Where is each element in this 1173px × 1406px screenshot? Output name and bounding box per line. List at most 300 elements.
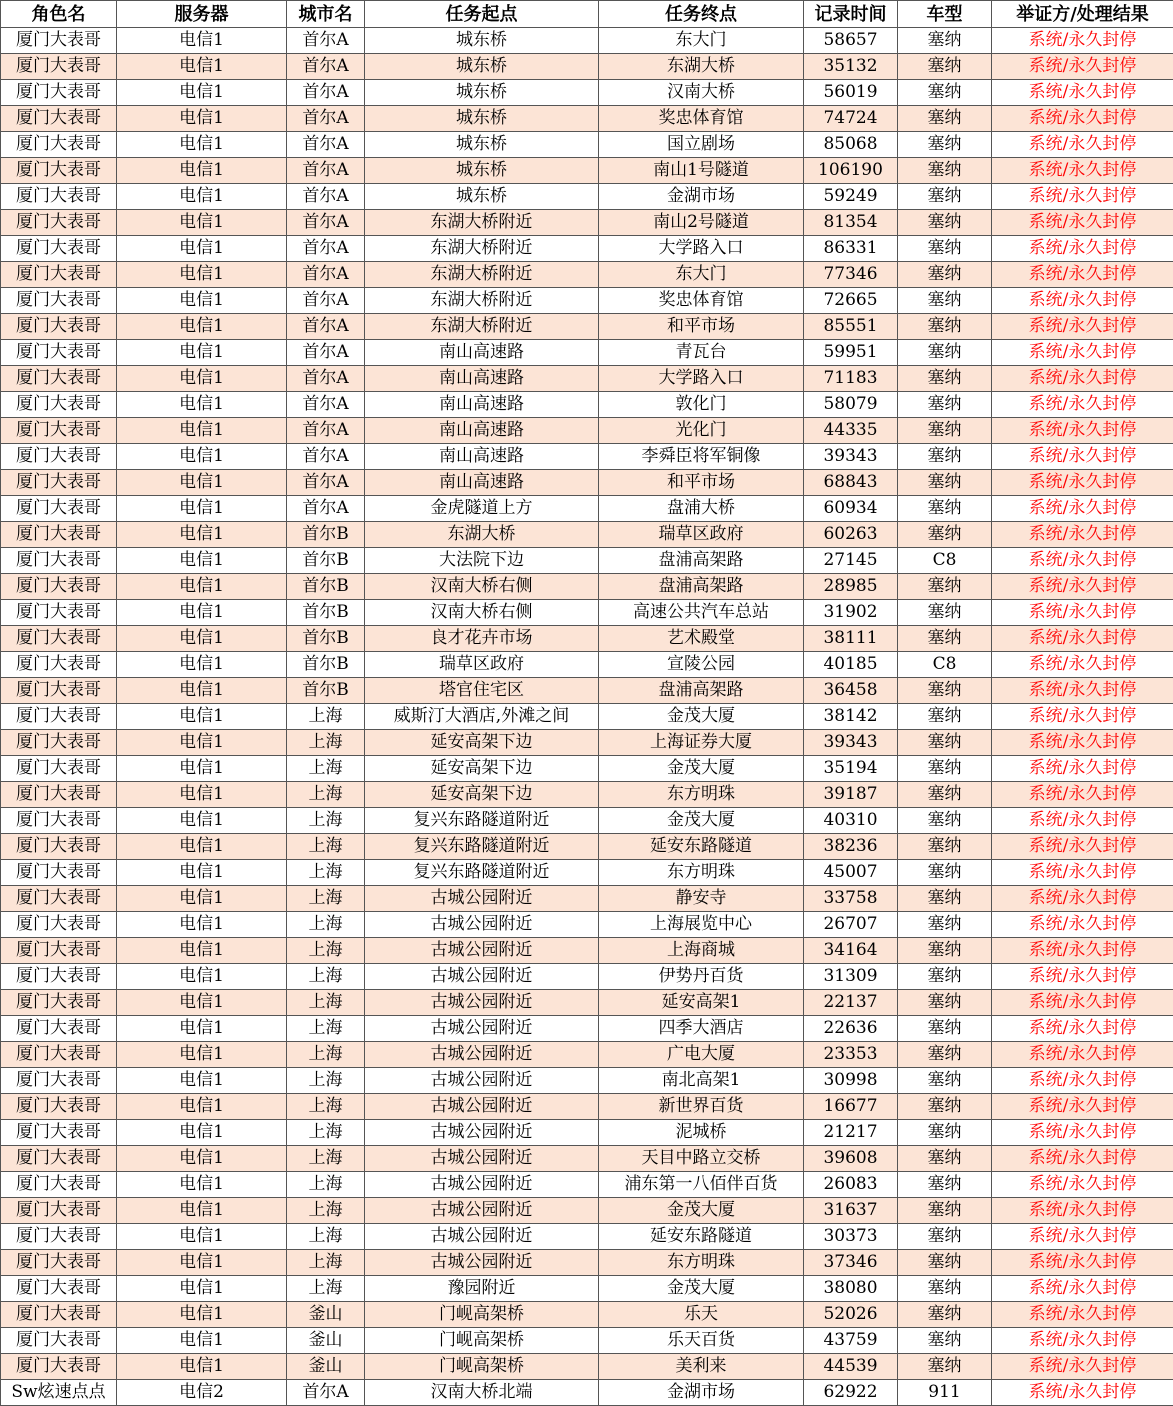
start-cell[interactable]: 汉南大桥北端 (365, 1380, 599, 1406)
result-cell[interactable]: 系统/永久封停 (992, 496, 1173, 522)
end-cell[interactable]: 东方明珠 (599, 860, 804, 886)
end-cell[interactable]: 盘浦大桥 (599, 496, 804, 522)
start-cell[interactable]: 复兴东路隧道附近 (365, 808, 599, 834)
city-cell[interactable]: 首尔B (287, 626, 365, 652)
time-cell[interactable]: 35194 (804, 756, 898, 782)
result-cell[interactable]: 系统/永久封停 (992, 1068, 1173, 1094)
result-cell[interactable]: 系统/永久封停 (992, 236, 1173, 262)
car-cell[interactable]: 塞纳 (898, 1328, 992, 1354)
role-cell[interactable]: 厦门大表哥 (1, 886, 117, 912)
end-cell[interactable]: 奖忠体育馆 (599, 106, 804, 132)
car-cell[interactable]: 塞纳 (898, 756, 992, 782)
result-cell[interactable]: 系统/永久封停 (992, 184, 1173, 210)
result-cell[interactable]: 系统/永久封停 (992, 1328, 1173, 1354)
result-cell[interactable]: 系统/永久封停 (992, 470, 1173, 496)
role-cell[interactable]: 厦门大表哥 (1, 938, 117, 964)
time-cell[interactable]: 31902 (804, 600, 898, 626)
time-cell[interactable]: 59951 (804, 340, 898, 366)
result-cell[interactable]: 系统/永久封停 (992, 106, 1173, 132)
car-cell[interactable]: 塞纳 (898, 600, 992, 626)
result-cell[interactable]: 系统/永久封停 (992, 210, 1173, 236)
start-cell[interactable]: 塔官住宅区 (365, 678, 599, 704)
role-cell[interactable]: 厦门大表哥 (1, 1328, 117, 1354)
server-cell[interactable]: 电信1 (117, 782, 287, 808)
result-cell[interactable]: 系统/永久封停 (992, 340, 1173, 366)
server-cell[interactable]: 电信1 (117, 704, 287, 730)
result-cell[interactable]: 系统/永久封停 (992, 834, 1173, 860)
time-cell[interactable]: 33758 (804, 886, 898, 912)
end-cell[interactable]: 上海证券大厦 (599, 730, 804, 756)
server-cell[interactable]: 电信1 (117, 54, 287, 80)
car-cell[interactable]: 塞纳 (898, 1172, 992, 1198)
time-cell[interactable]: 71183 (804, 366, 898, 392)
city-cell[interactable]: 上海 (287, 834, 365, 860)
time-cell[interactable]: 28985 (804, 574, 898, 600)
result-cell[interactable]: 系统/永久封停 (992, 418, 1173, 444)
server-cell[interactable]: 电信1 (117, 132, 287, 158)
result-cell[interactable]: 系统/永久封停 (992, 548, 1173, 574)
end-cell[interactable]: 和平市场 (599, 314, 804, 340)
city-cell[interactable]: 上海 (287, 1146, 365, 1172)
server-cell[interactable]: 电信1 (117, 548, 287, 574)
role-cell[interactable]: 厦门大表哥 (1, 522, 117, 548)
car-cell[interactable]: 塞纳 (898, 1224, 992, 1250)
car-cell[interactable]: 塞纳 (898, 418, 992, 444)
time-cell[interactable]: 72665 (804, 288, 898, 314)
city-cell[interactable]: 首尔A (287, 132, 365, 158)
start-cell[interactable]: 东湖大桥附近 (365, 210, 599, 236)
role-cell[interactable]: 厦门大表哥 (1, 340, 117, 366)
role-cell[interactable]: 厦门大表哥 (1, 158, 117, 184)
city-cell[interactable]: 上海 (287, 1094, 365, 1120)
city-cell[interactable]: 釜山 (287, 1354, 365, 1380)
start-cell[interactable]: 城东桥 (365, 54, 599, 80)
car-cell[interactable]: 塞纳 (898, 574, 992, 600)
server-cell[interactable]: 电信1 (117, 860, 287, 886)
time-cell[interactable]: 30998 (804, 1068, 898, 1094)
column-header-server[interactable]: 服务器 (117, 1, 287, 28)
city-cell[interactable]: 首尔A (287, 210, 365, 236)
column-header-start[interactable]: 任务起点 (365, 1, 599, 28)
end-cell[interactable]: 盘浦高架路 (599, 548, 804, 574)
car-cell[interactable]: 塞纳 (898, 704, 992, 730)
server-cell[interactable]: 电信1 (117, 392, 287, 418)
end-cell[interactable]: 宣陵公园 (599, 652, 804, 678)
role-cell[interactable]: 厦门大表哥 (1, 470, 117, 496)
server-cell[interactable]: 电信1 (117, 1068, 287, 1094)
car-cell[interactable]: 塞纳 (898, 522, 992, 548)
role-cell[interactable]: 厦门大表哥 (1, 444, 117, 470)
time-cell[interactable]: 40185 (804, 652, 898, 678)
city-cell[interactable]: 上海 (287, 1120, 365, 1146)
city-cell[interactable]: 上海 (287, 886, 365, 912)
car-cell[interactable]: 塞纳 (898, 1302, 992, 1328)
start-cell[interactable]: 东湖大桥附近 (365, 314, 599, 340)
car-cell[interactable]: C8 (898, 548, 992, 574)
end-cell[interactable]: 乐天百货 (599, 1328, 804, 1354)
car-cell[interactable]: 塞纳 (898, 1068, 992, 1094)
time-cell[interactable]: 30373 (804, 1224, 898, 1250)
role-cell[interactable]: 厦门大表哥 (1, 314, 117, 340)
result-cell[interactable]: 系统/永久封停 (992, 1354, 1173, 1380)
server-cell[interactable]: 电信1 (117, 236, 287, 262)
result-cell[interactable]: 系统/永久封停 (992, 314, 1173, 340)
time-cell[interactable]: 37346 (804, 1250, 898, 1276)
time-cell[interactable]: 56019 (804, 80, 898, 106)
start-cell[interactable]: 城东桥 (365, 80, 599, 106)
car-cell[interactable]: 塞纳 (898, 1120, 992, 1146)
start-cell[interactable]: 南山高速路 (365, 418, 599, 444)
start-cell[interactable]: 延安高架下边 (365, 730, 599, 756)
time-cell[interactable]: 39343 (804, 730, 898, 756)
time-cell[interactable]: 59249 (804, 184, 898, 210)
time-cell[interactable]: 60934 (804, 496, 898, 522)
result-cell[interactable]: 系统/永久封停 (992, 80, 1173, 106)
server-cell[interactable]: 电信1 (117, 210, 287, 236)
start-cell[interactable]: 古城公园附近 (365, 1250, 599, 1276)
role-cell[interactable]: 厦门大表哥 (1, 1276, 117, 1302)
car-cell[interactable]: 塞纳 (898, 730, 992, 756)
result-cell[interactable]: 系统/永久封停 (992, 392, 1173, 418)
time-cell[interactable]: 77346 (804, 262, 898, 288)
column-header-car[interactable]: 车型 (898, 1, 992, 28)
car-cell[interactable]: 塞纳 (898, 28, 992, 54)
car-cell[interactable]: 塞纳 (898, 470, 992, 496)
role-cell[interactable]: 厦门大表哥 (1, 496, 117, 522)
server-cell[interactable]: 电信1 (117, 184, 287, 210)
column-header-end[interactable]: 任务终点 (599, 1, 804, 28)
end-cell[interactable]: 李舜臣将军铜像 (599, 444, 804, 470)
city-cell[interactable]: 上海 (287, 912, 365, 938)
start-cell[interactable]: 城东桥 (365, 158, 599, 184)
result-cell[interactable]: 系统/永久封停 (992, 288, 1173, 314)
result-cell[interactable]: 系统/永久封停 (992, 678, 1173, 704)
role-cell[interactable]: 厦门大表哥 (1, 912, 117, 938)
time-cell[interactable]: 106190 (804, 158, 898, 184)
city-cell[interactable]: 首尔A (287, 340, 365, 366)
car-cell[interactable]: 塞纳 (898, 1198, 992, 1224)
car-cell[interactable]: 塞纳 (898, 808, 992, 834)
result-cell[interactable]: 系统/永久封停 (992, 1380, 1173, 1406)
role-cell[interactable]: 厦门大表哥 (1, 1068, 117, 1094)
role-cell[interactable]: 厦门大表哥 (1, 1042, 117, 1068)
role-cell[interactable]: 厦门大表哥 (1, 132, 117, 158)
start-cell[interactable]: 汉南大桥右侧 (365, 600, 599, 626)
time-cell[interactable]: 38111 (804, 626, 898, 652)
server-cell[interactable]: 电信2 (117, 1380, 287, 1406)
result-cell[interactable]: 系统/永久封停 (992, 1198, 1173, 1224)
end-cell[interactable]: 广电大厦 (599, 1042, 804, 1068)
end-cell[interactable]: 金茂大厦 (599, 704, 804, 730)
start-cell[interactable]: 古城公园附近 (365, 1198, 599, 1224)
city-cell[interactable]: 上海 (287, 964, 365, 990)
result-cell[interactable]: 系统/永久封停 (992, 366, 1173, 392)
result-cell[interactable]: 系统/永久封停 (992, 262, 1173, 288)
end-cell[interactable]: 美利来 (599, 1354, 804, 1380)
time-cell[interactable]: 31637 (804, 1198, 898, 1224)
server-cell[interactable]: 电信1 (117, 990, 287, 1016)
role-cell[interactable]: 厦门大表哥 (1, 28, 117, 54)
end-cell[interactable]: 大学路入口 (599, 236, 804, 262)
result-cell[interactable]: 系统/永久封停 (992, 1016, 1173, 1042)
role-cell[interactable]: 厦门大表哥 (1, 1146, 117, 1172)
car-cell[interactable]: 塞纳 (898, 1146, 992, 1172)
end-cell[interactable]: 和平市场 (599, 470, 804, 496)
server-cell[interactable]: 电信1 (117, 106, 287, 132)
result-cell[interactable]: 系统/永久封停 (992, 860, 1173, 886)
car-cell[interactable]: 塞纳 (898, 314, 992, 340)
role-cell[interactable]: 厦门大表哥 (1, 782, 117, 808)
result-cell[interactable]: 系统/永久封停 (992, 1094, 1173, 1120)
start-cell[interactable]: 古城公园附近 (365, 1172, 599, 1198)
server-cell[interactable]: 电信1 (117, 1302, 287, 1328)
server-cell[interactable]: 电信1 (117, 80, 287, 106)
time-cell[interactable]: 22636 (804, 1016, 898, 1042)
city-cell[interactable]: 首尔A (287, 288, 365, 314)
start-cell[interactable]: 古城公园附近 (365, 886, 599, 912)
car-cell[interactable]: 塞纳 (898, 886, 992, 912)
end-cell[interactable]: 上海展览中心 (599, 912, 804, 938)
end-cell[interactable]: 高速公共汽车总站 (599, 600, 804, 626)
role-cell[interactable]: 厦门大表哥 (1, 288, 117, 314)
result-cell[interactable]: 系统/永久封停 (992, 808, 1173, 834)
car-cell[interactable]: 塞纳 (898, 834, 992, 860)
role-cell[interactable]: 厦门大表哥 (1, 548, 117, 574)
car-cell[interactable]: C8 (898, 652, 992, 678)
result-cell[interactable]: 系统/永久封停 (992, 652, 1173, 678)
city-cell[interactable]: 上海 (287, 938, 365, 964)
role-cell[interactable]: 厦门大表哥 (1, 1094, 117, 1120)
city-cell[interactable]: 首尔A (287, 262, 365, 288)
car-cell[interactable]: 塞纳 (898, 496, 992, 522)
city-cell[interactable]: 首尔B (287, 652, 365, 678)
city-cell[interactable]: 首尔A (287, 444, 365, 470)
car-cell[interactable]: 塞纳 (898, 366, 992, 392)
role-cell[interactable]: 厦门大表哥 (1, 1250, 117, 1276)
car-cell[interactable]: 塞纳 (898, 392, 992, 418)
server-cell[interactable]: 电信1 (117, 1120, 287, 1146)
start-cell[interactable]: 古城公园附近 (365, 990, 599, 1016)
end-cell[interactable]: 盘浦高架路 (599, 678, 804, 704)
start-cell[interactable]: 南山高速路 (365, 470, 599, 496)
start-cell[interactable]: 南山高速路 (365, 444, 599, 470)
end-cell[interactable]: 东大门 (599, 262, 804, 288)
end-cell[interactable]: 延安高架1 (599, 990, 804, 1016)
result-cell[interactable]: 系统/永久封停 (992, 54, 1173, 80)
column-header-time[interactable]: 记录时间 (804, 1, 898, 28)
result-cell[interactable]: 系统/永久封停 (992, 990, 1173, 1016)
role-cell[interactable]: 厦门大表哥 (1, 834, 117, 860)
result-cell[interactable]: 系统/永久封停 (992, 522, 1173, 548)
time-cell[interactable]: 58657 (804, 28, 898, 54)
role-cell[interactable]: Sw炫速点点 (1, 1380, 117, 1406)
end-cell[interactable]: 南北高架1 (599, 1068, 804, 1094)
time-cell[interactable]: 68843 (804, 470, 898, 496)
time-cell[interactable]: 85068 (804, 132, 898, 158)
end-cell[interactable]: 上海商城 (599, 938, 804, 964)
start-cell[interactable]: 延安高架下边 (365, 782, 599, 808)
role-cell[interactable]: 厦门大表哥 (1, 730, 117, 756)
city-cell[interactable]: 首尔A (287, 1380, 365, 1406)
car-cell[interactable]: 塞纳 (898, 1042, 992, 1068)
time-cell[interactable]: 38142 (804, 704, 898, 730)
role-cell[interactable]: 厦门大表哥 (1, 184, 117, 210)
end-cell[interactable]: 乐天 (599, 1302, 804, 1328)
car-cell[interactable]: 塞纳 (898, 262, 992, 288)
city-cell[interactable]: 首尔B (287, 548, 365, 574)
server-cell[interactable]: 电信1 (117, 678, 287, 704)
end-cell[interactable]: 东方明珠 (599, 782, 804, 808)
city-cell[interactable]: 首尔A (287, 158, 365, 184)
time-cell[interactable]: 39343 (804, 444, 898, 470)
server-cell[interactable]: 电信1 (117, 1172, 287, 1198)
city-cell[interactable]: 釜山 (287, 1328, 365, 1354)
start-cell[interactable]: 瑞草区政府 (365, 652, 599, 678)
end-cell[interactable]: 南山1号隧道 (599, 158, 804, 184)
time-cell[interactable]: 38080 (804, 1276, 898, 1302)
result-cell[interactable]: 系统/永久封停 (992, 1042, 1173, 1068)
end-cell[interactable]: 青瓦台 (599, 340, 804, 366)
role-cell[interactable]: 厦门大表哥 (1, 756, 117, 782)
city-cell[interactable]: 首尔B (287, 600, 365, 626)
end-cell[interactable]: 静安寺 (599, 886, 804, 912)
end-cell[interactable]: 天目中路立交桥 (599, 1146, 804, 1172)
role-cell[interactable]: 厦门大表哥 (1, 652, 117, 678)
role-cell[interactable]: 厦门大表哥 (1, 1302, 117, 1328)
server-cell[interactable]: 电信1 (117, 756, 287, 782)
city-cell[interactable]: 首尔A (287, 392, 365, 418)
end-cell[interactable]: 延安东路隧道 (599, 834, 804, 860)
server-cell[interactable]: 电信1 (117, 1224, 287, 1250)
time-cell[interactable]: 43759 (804, 1328, 898, 1354)
start-cell[interactable]: 南山高速路 (365, 392, 599, 418)
end-cell[interactable]: 伊势丹百货 (599, 964, 804, 990)
role-cell[interactable]: 厦门大表哥 (1, 1224, 117, 1250)
server-cell[interactable]: 电信1 (117, 808, 287, 834)
server-cell[interactable]: 电信1 (117, 574, 287, 600)
role-cell[interactable]: 厦门大表哥 (1, 626, 117, 652)
end-cell[interactable]: 盘浦高架路 (599, 574, 804, 600)
time-cell[interactable]: 39187 (804, 782, 898, 808)
end-cell[interactable]: 金茂大厦 (599, 808, 804, 834)
result-cell[interactable]: 系统/永久封停 (992, 574, 1173, 600)
start-cell[interactable]: 古城公园附近 (365, 1068, 599, 1094)
car-cell[interactable]: 塞纳 (898, 1094, 992, 1120)
start-cell[interactable]: 东湖大桥附近 (365, 236, 599, 262)
role-cell[interactable]: 厦门大表哥 (1, 236, 117, 262)
start-cell[interactable]: 古城公园附近 (365, 1042, 599, 1068)
time-cell[interactable]: 45007 (804, 860, 898, 886)
city-cell[interactable]: 釜山 (287, 1302, 365, 1328)
role-cell[interactable]: 厦门大表哥 (1, 964, 117, 990)
start-cell[interactable]: 大法院下边 (365, 548, 599, 574)
car-cell[interactable]: 塞纳 (898, 912, 992, 938)
end-cell[interactable]: 瑞草区政府 (599, 522, 804, 548)
server-cell[interactable]: 电信1 (117, 938, 287, 964)
role-cell[interactable]: 厦门大表哥 (1, 1016, 117, 1042)
server-cell[interactable]: 电信1 (117, 1276, 287, 1302)
car-cell[interactable]: 塞纳 (898, 964, 992, 990)
car-cell[interactable]: 塞纳 (898, 288, 992, 314)
server-cell[interactable]: 电信1 (117, 366, 287, 392)
city-cell[interactable]: 上海 (287, 782, 365, 808)
city-cell[interactable]: 首尔A (287, 106, 365, 132)
role-cell[interactable]: 厦门大表哥 (1, 392, 117, 418)
start-cell[interactable]: 延安高架下边 (365, 756, 599, 782)
end-cell[interactable]: 金湖市场 (599, 184, 804, 210)
time-cell[interactable]: 52026 (804, 1302, 898, 1328)
car-cell[interactable]: 塞纳 (898, 1250, 992, 1276)
car-cell[interactable]: 塞纳 (898, 236, 992, 262)
role-cell[interactable]: 厦门大表哥 (1, 1120, 117, 1146)
result-cell[interactable]: 系统/永久封停 (992, 1146, 1173, 1172)
start-cell[interactable]: 古城公园附近 (365, 1146, 599, 1172)
server-cell[interactable]: 电信1 (117, 886, 287, 912)
end-cell[interactable]: 泥城桥 (599, 1120, 804, 1146)
car-cell[interactable]: 塞纳 (898, 1276, 992, 1302)
city-cell[interactable]: 上海 (287, 1224, 365, 1250)
server-cell[interactable]: 电信1 (117, 158, 287, 184)
end-cell[interactable]: 东方明珠 (599, 1250, 804, 1276)
start-cell[interactable]: 复兴东路隧道附近 (365, 834, 599, 860)
result-cell[interactable]: 系统/永久封停 (992, 1250, 1173, 1276)
car-cell[interactable]: 塞纳 (898, 210, 992, 236)
server-cell[interactable]: 电信1 (117, 340, 287, 366)
end-cell[interactable]: 延安东路隧道 (599, 1224, 804, 1250)
server-cell[interactable]: 电信1 (117, 288, 287, 314)
start-cell[interactable]: 汉南大桥右侧 (365, 574, 599, 600)
time-cell[interactable]: 44335 (804, 418, 898, 444)
server-cell[interactable]: 电信1 (117, 912, 287, 938)
server-cell[interactable]: 电信1 (117, 496, 287, 522)
car-cell[interactable]: 塞纳 (898, 938, 992, 964)
server-cell[interactable]: 电信1 (117, 1146, 287, 1172)
server-cell[interactable]: 电信1 (117, 730, 287, 756)
role-cell[interactable]: 厦门大表哥 (1, 990, 117, 1016)
role-cell[interactable]: 厦门大表哥 (1, 1172, 117, 1198)
car-cell[interactable]: 塞纳 (898, 990, 992, 1016)
end-cell[interactable]: 东湖大桥 (599, 54, 804, 80)
end-cell[interactable]: 金茂大厦 (599, 756, 804, 782)
city-cell[interactable]: 首尔B (287, 574, 365, 600)
end-cell[interactable]: 南山2号隧道 (599, 210, 804, 236)
time-cell[interactable]: 26083 (804, 1172, 898, 1198)
time-cell[interactable]: 36458 (804, 678, 898, 704)
city-cell[interactable]: 上海 (287, 860, 365, 886)
result-cell[interactable]: 系统/永久封停 (992, 1172, 1173, 1198)
car-cell[interactable]: 塞纳 (898, 1354, 992, 1380)
city-cell[interactable]: 首尔A (287, 236, 365, 262)
result-cell[interactable]: 系统/永久封停 (992, 1276, 1173, 1302)
end-cell[interactable]: 东大门 (599, 28, 804, 54)
city-cell[interactable]: 上海 (287, 756, 365, 782)
result-cell[interactable]: 系统/永久封停 (992, 600, 1173, 626)
start-cell[interactable]: 威斯汀大酒店,外滩之间 (365, 704, 599, 730)
time-cell[interactable]: 62922 (804, 1380, 898, 1406)
time-cell[interactable]: 40310 (804, 808, 898, 834)
car-cell[interactable]: 塞纳 (898, 860, 992, 886)
column-header-role[interactable]: 角色名 (1, 1, 117, 28)
result-cell[interactable]: 系统/永久封停 (992, 626, 1173, 652)
role-cell[interactable]: 厦门大表哥 (1, 418, 117, 444)
city-cell[interactable]: 上海 (287, 1198, 365, 1224)
start-cell[interactable]: 良才花卉市场 (365, 626, 599, 652)
start-cell[interactable]: 古城公园附近 (365, 938, 599, 964)
result-cell[interactable]: 系统/永久封停 (992, 912, 1173, 938)
city-cell[interactable]: 上海 (287, 808, 365, 834)
time-cell[interactable]: 38236 (804, 834, 898, 860)
result-cell[interactable]: 系统/永久封停 (992, 444, 1173, 470)
